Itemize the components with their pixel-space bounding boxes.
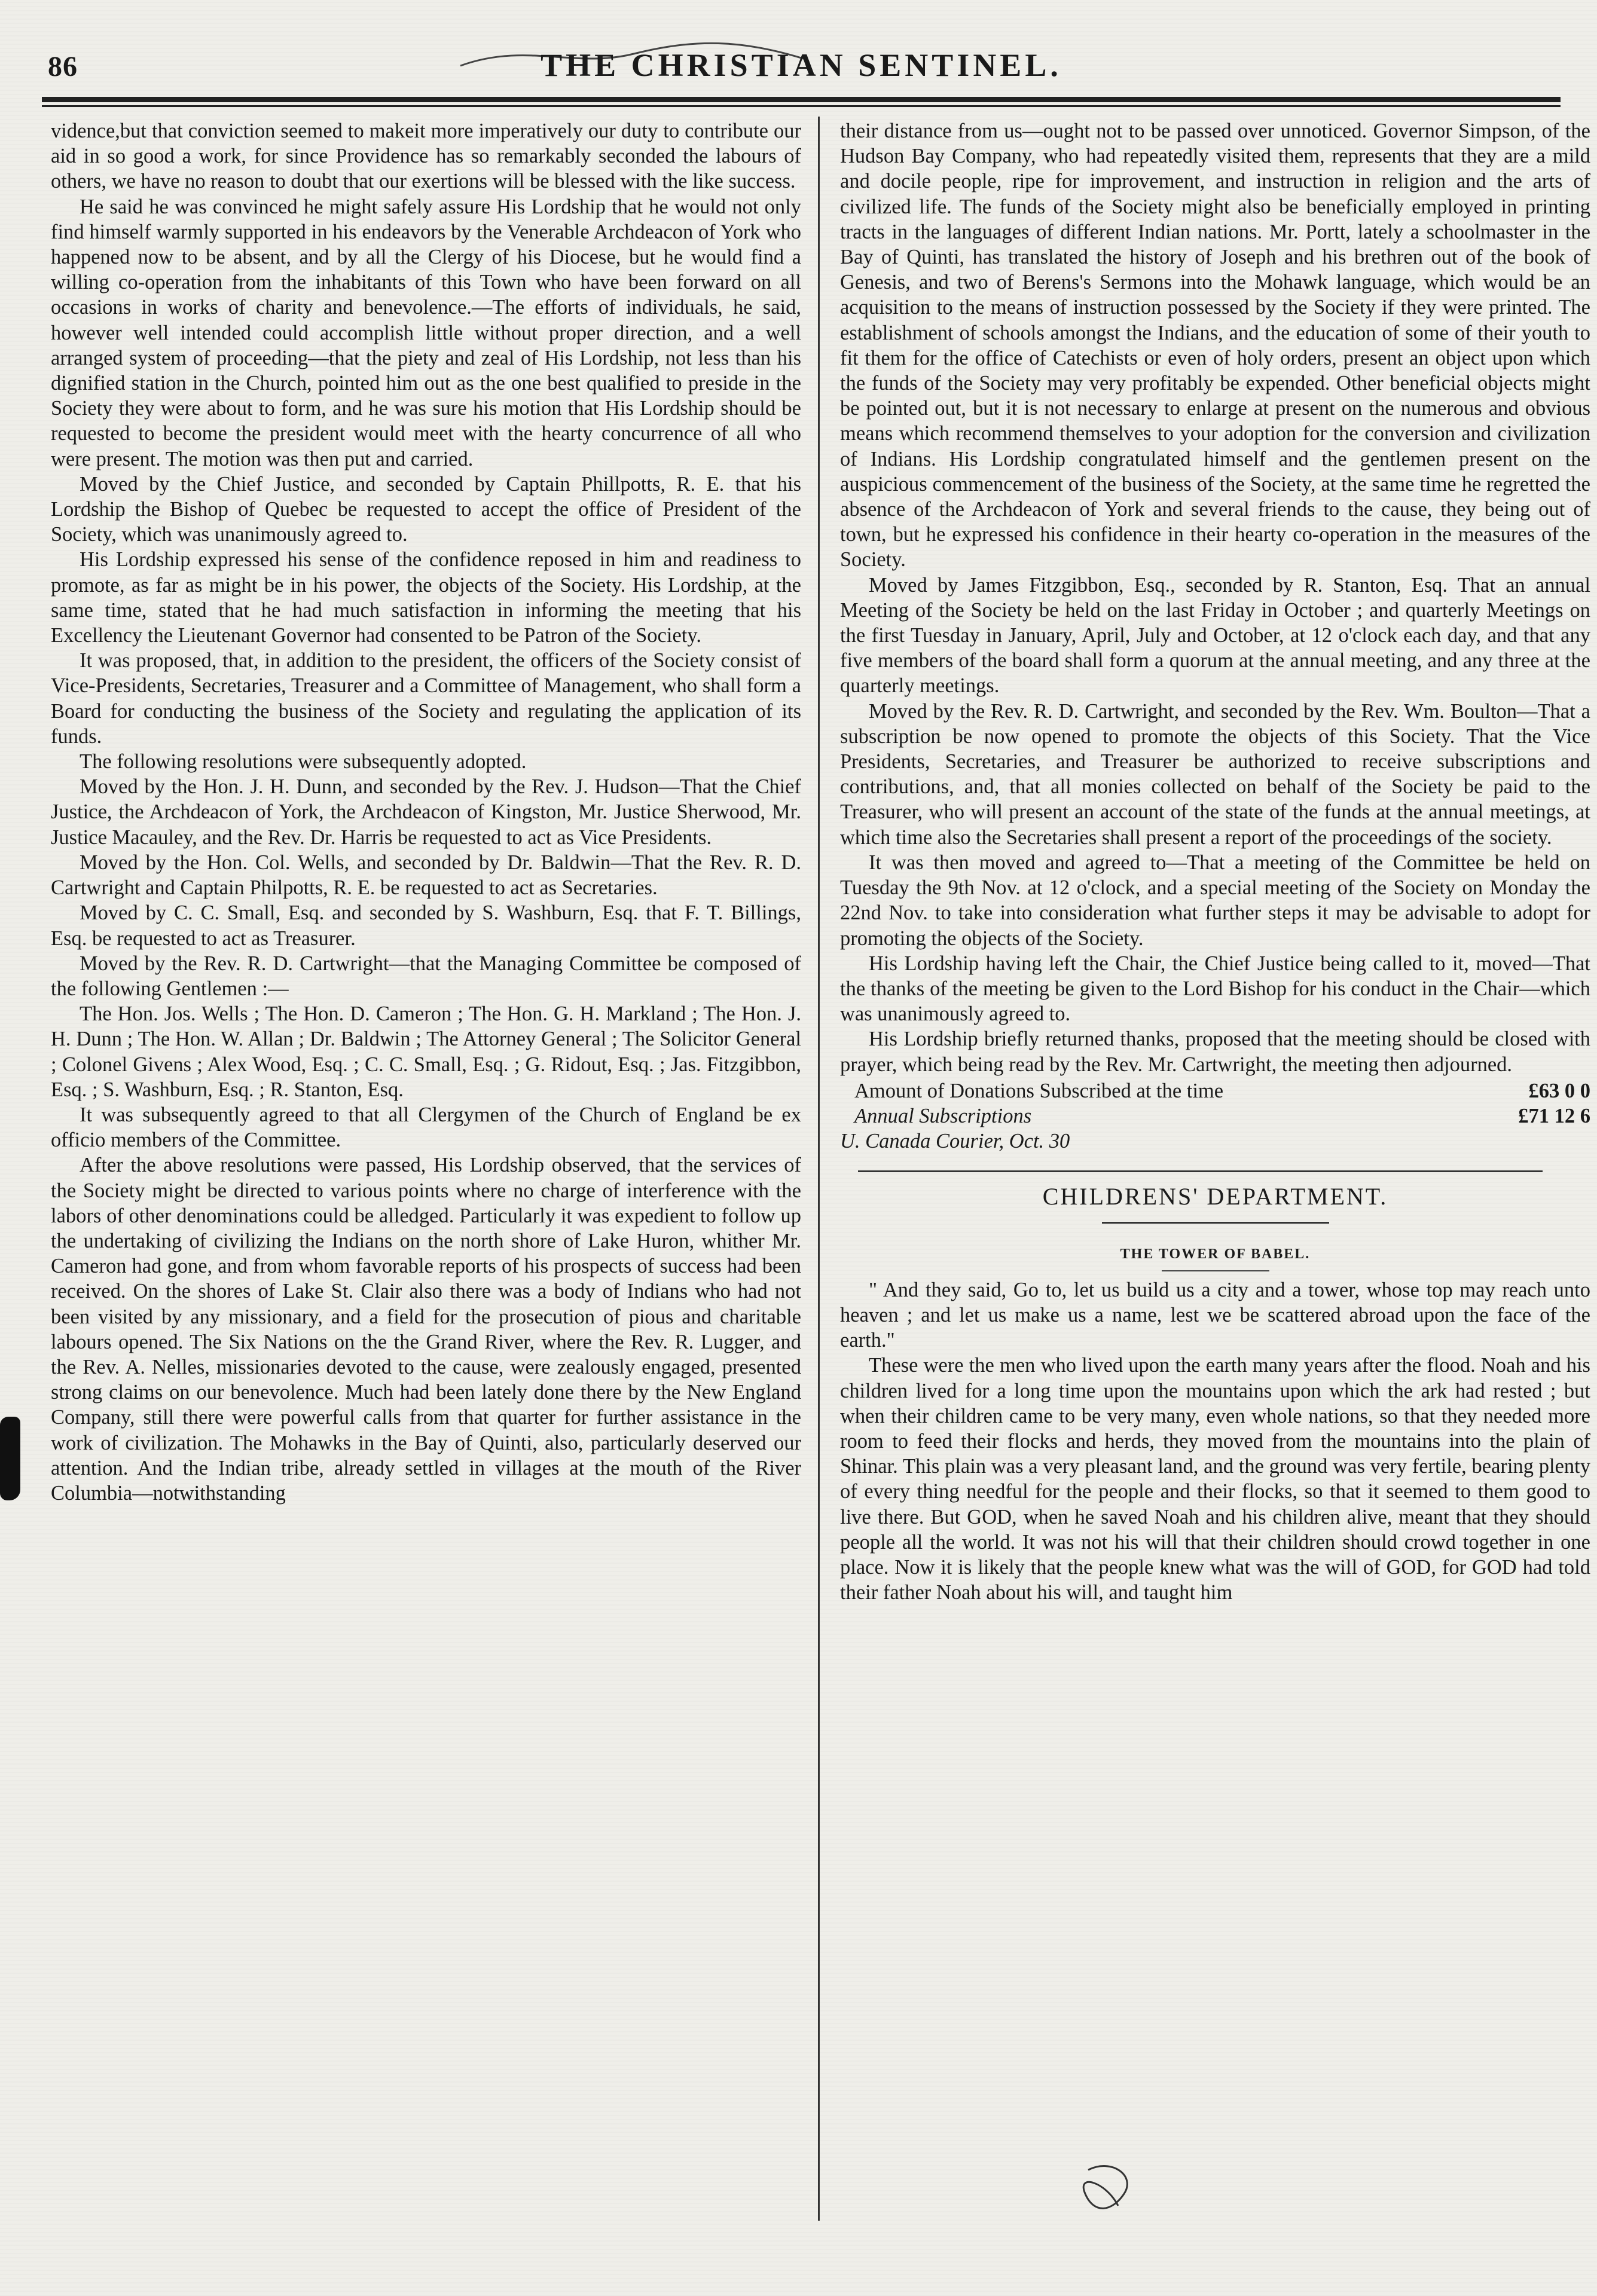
story-title-rule [1162, 1270, 1269, 1271]
ink-scribble-icon [1076, 2158, 1142, 2218]
annual-row [840, 1103, 1590, 1129]
left-column-paragraph: The following resolutions were subsequently adopted. [80, 750, 527, 774]
childrens-department-heading: CHILDRENS' DEPARTMENT. [1042, 1183, 1388, 1210]
donations-amount: £63 0 0 [1528, 1079, 1590, 1102]
right-column-paragraph: Moved by James Fitzgibbon, Esq., seconded by R. Stanton, Esq. That an annual Meeting of the Society be held on the last Friday in October ; and quarterly Meetings on the first Tuesday in January, April, July and October, at 12 o'clock each day, and that any five members of the board shall form a quorum at the annual meeting, and any three at the quarterly meetings. [840, 573, 1590, 698]
left-column-paragraph: Moved by the Chief Justice, and seconded by Captain Phillpotts, R. E. that his Lordship the Bishop of Quebec be requested to accept the office of President of the Society, which was unanimously agreed to. [51, 472, 801, 546]
right-column-paragraph: It was then moved and agreed to—That a meeting of the Committee be held on Tuesday the 9th Nov. at 12 o'clock, and a special meeting of the Society on Monday the 22nd Nov. to take into consideration what further steps it may be advisable to adopt for promoting the objects of the Society. [840, 851, 1590, 950]
ink-blot-mark [0, 1417, 20, 1500]
page-header [42, 42, 1561, 99]
story-paragraph: " And they said, Go to, let us build us a city and a tower, whose top may reach unto heaven ; and let us make us a name, lest we be scattered abroad upon the face of the earth." [840, 1278, 1590, 1352]
annual-amount: £71 12 6 [1518, 1104, 1590, 1127]
donations-row [840, 1078, 1590, 1103]
story-paragraph: These were the men who lived upon the earth many years after the flood. Noah and his children lived for a long time upon the mountains upon which the ark had rested ; but when their children came to be very many, even whole nations, so that they needed more room to feed their flocks and herds, they moved from the mountains into the plain of Shinar. This plain was a very pleasant land, and the ground was very fertile, bearing plenty of every thing needful for the people and their flocks, so that it seemed to them good to live there. But GOD, when he saved Noah and his children alive, meant that they should people all the world. It was not his will that their children should crowd together in one place. Now it is likely that the people knew what was the will of GOD, for GOD had told their father Noah about his will, and taught him [840, 1354, 1590, 1604]
annual-label: Annual Subscriptions [854, 1104, 1032, 1127]
left-column-paragraph: Moved by the Rev. R. D. Cartwright—that the Managing Committee be composed of the following Gentlemen :— [51, 952, 801, 1000]
story-body [840, 1277, 1590, 1606]
right-column-paragraph: His Lordship briefly returned thanks, proposed that the meeting should be closed with prayer, which being read by the Rev. Mr. Cartwright, the meeting then adjourned. [840, 1028, 1590, 1076]
right-column-body [840, 118, 1590, 1077]
story-title: THE TOWER OF BABEL. [1120, 1246, 1311, 1262]
left-column-paragraph: Moved by the Hon. Col. Wells, and seconded by Dr. Baldwin—That the Rev. R. D. Cartwright and Captain Philpotts, R. E. be requested to act as Secretaries. [51, 851, 801, 900]
header-rule-thin [42, 105, 1561, 107]
left-column-paragraph: It was subsequently agreed to that all Clergymen of the Church of England be ex officio members of the Committee. [51, 1103, 801, 1152]
column-divider [818, 117, 820, 2221]
masthead-title: THE CHRISTIAN SENTINEL. [541, 47, 1062, 83]
source-citation: U. Canada Courier, Oct. 30 [840, 1130, 1070, 1153]
left-column-paragraph: vidence,but that conviction seemed to makeit more imperatively our duty to contribute our aid in so good a work, for since Providence has so remarkably seconded the labours of others, we have no reason to doubt that our exertions will be blessed with the like success. [51, 120, 801, 193]
left-column-paragraph: The Hon. Jos. Wells ; The Hon. D. Cameron ; The Hon. G. H. Markland ; The Hon. J. H. Dunn ; The Hon. W. Allan ; Dr. Baldwin ; The Attorney General ; The Solicitor General ; Colonel Givens ; Alex Wood, Esq. ; C. C. Small, Esq. ; G. Ridout, Esq. ; Jas. Fitzgibbon, Esq. ; S. Washburn, Esq. ; R. Stanton, Esq. [51, 1002, 801, 1101]
left-column [51, 118, 801, 1506]
left-column-paragraph: After the above resolutions were passed, His Lordship observed, that the services of the Society might be directed to various points where no charge of interference with the labors of other denominations could be alledged. Particularly it was expedient to follow up the undertaking of civilizing the Indians on the north shore of Lake Huron, whither Mr. Cameron had gone, and from whom favorable reports of his prospects of success had been received. On the shores of Lake St. Clair also there was a body of Indians who had not been visited by any missionary, and a field for the prosecution of pious and charitable labours opened. The Six Nations on the the Grand River, where the Rev. R. Lugger, and the Rev. A. Nelles, missionaries devoted to the cause, were zealously engaged, presented strong claims on our benevolence. Much had been lately done there by the New England Company, still there were powerful calls from that quarter for further assistance in the work of civilization. The Mohawks in the Bay of Quinti, also, particularly deserved our attention. And the Indian tribe, already settled in villages at the mouth of the River Columbia—notwithstanding [51, 1154, 801, 1505]
right-column [840, 118, 1590, 1605]
right-column-paragraph: Moved by the Rev. R. D. Cartwright, and seconded by the Rev. Wm. Boulton—That a subscription be now opened to promote the objects of this Society. That the Vice Presidents, Secretaries, and Treasurer be authorized to receive subscriptions and contributions, and, that all monies collected on behalf of the Society be paid to the Treasurer, who will present an account of the state of the funds at the annual meetings, at which time also the Secretaries shall present a report of the proceedings of the society. [840, 699, 1590, 849]
right-column-paragraph: His Lordship having left the Chair, the Chief Justice being called to it, moved—That the thanks of the meeting be given to the Lord Bishop for his conduct in the Chair—which was unanimously agreed to. [840, 952, 1590, 1026]
left-column-paragraph: His Lordship expressed his sense of the confidence reposed in him and readiness to promote, as far as might be in his power, the objects of the Society. His Lordship, at the same time, stated that he had much satisfaction in informing the meeting that his Excellency the Lieutenant Governor had consented to be Patron of the Society. [51, 548, 801, 647]
left-column-paragraph: It was proposed, that, in addition to the president, the officers of the Society consist of Vice-Presidents, Secretaries, Treasurer and a Committee of Management, who shall form a Board for conducting the business of the Society and regulating the application of its funds. [51, 649, 801, 748]
left-column-paragraph: He said he was convinced he might safely assure His Lordship that he would not only find himself warmly supported in his endeavors by the Venerable Archdeacon of York who happened now to be absent, and by all the Clergy of his Diocese, but he would find a willing co-operation from the inhabitants of this Town who have been forward on all occasions in works of charity and benevolence.—The efforts of individuals, he said, however well intended could accomplish little without proper direction, and a well arranged system of proceeding—that the piety and zeal of His Lordship, not less than his dignified station in the Church, pointed him out as the one best qualified to preside in the Society they were about to form, and he was sure his motion that His Lordship should be requested to become the president would meet with the hearty concurrence of all who were present. The motion was then put and carried. [51, 195, 801, 470]
subscriptions-block [840, 1078, 1590, 1154]
right-column-paragraph: their distance from us—ought not to be passed over unnoticed. Governor Simpson, of the Hudson Bay Company, who had repeatedly visited them, represents that they are a mild and docile people, ripe for improvement, and instruction in religion and the arts of civilized life. The funds of the Society might also be beneficially employed in printing tracts in the languages of different Indian nations. Mr. Portt, lately a schoolmaster in the Bay of Quinti, has translated the history of Joseph and his brethren out of the book of Genesis, and two of Berens's Sermons into the Mohawk language, which would be an acquisition to the means of instruction possessed by the Society if they were printed. The establishment of schools amongst the Indians, and the education of some of their youth to fit them for the office of Catechists or even of holy orders, present an object upon which the funds of the Society may very profitably be expended. Other beneficial objects might be pointed out, but it is not necessary to enlarge at present on the numerous and obvious means which recommend themselves to your adoption for the conversion and civilization of Indians. His Lordship congratulated himself and the gentlemen present on the auspicious commencement of the business of the Society, at the same time he regretted the absence of the Archdeacon of York and several friends to the cause, they being out of town, but he expressed his confidence in their hearty co-operation in the measures of the Society. [840, 120, 1590, 571]
donations-label: Amount of Donations Subscribed at the time [854, 1079, 1224, 1102]
header-rule-thick [42, 97, 1561, 102]
section-rule-lower [1102, 1222, 1329, 1224]
left-column-paragraph: Moved by C. C. Small, Esq. and seconded by S. Washburn, Esq. that F. T. Billings, Esq. be requested to act as Treasurer. [51, 901, 801, 950]
section-rule [858, 1170, 1543, 1172]
left-column-paragraph: Moved by the Hon. J. H. Dunn, and seconded by the Rev. J. Hudson—That the Chief Justice, the Archdeacon of York, the Archdeacon of Kingston, Mr. Justice Sherwood, Mr. Justice Macauley, and the Rev. Dr. Harris be requested to act as Vice Presidents. [51, 775, 801, 849]
page-number: 86 [48, 51, 78, 82]
